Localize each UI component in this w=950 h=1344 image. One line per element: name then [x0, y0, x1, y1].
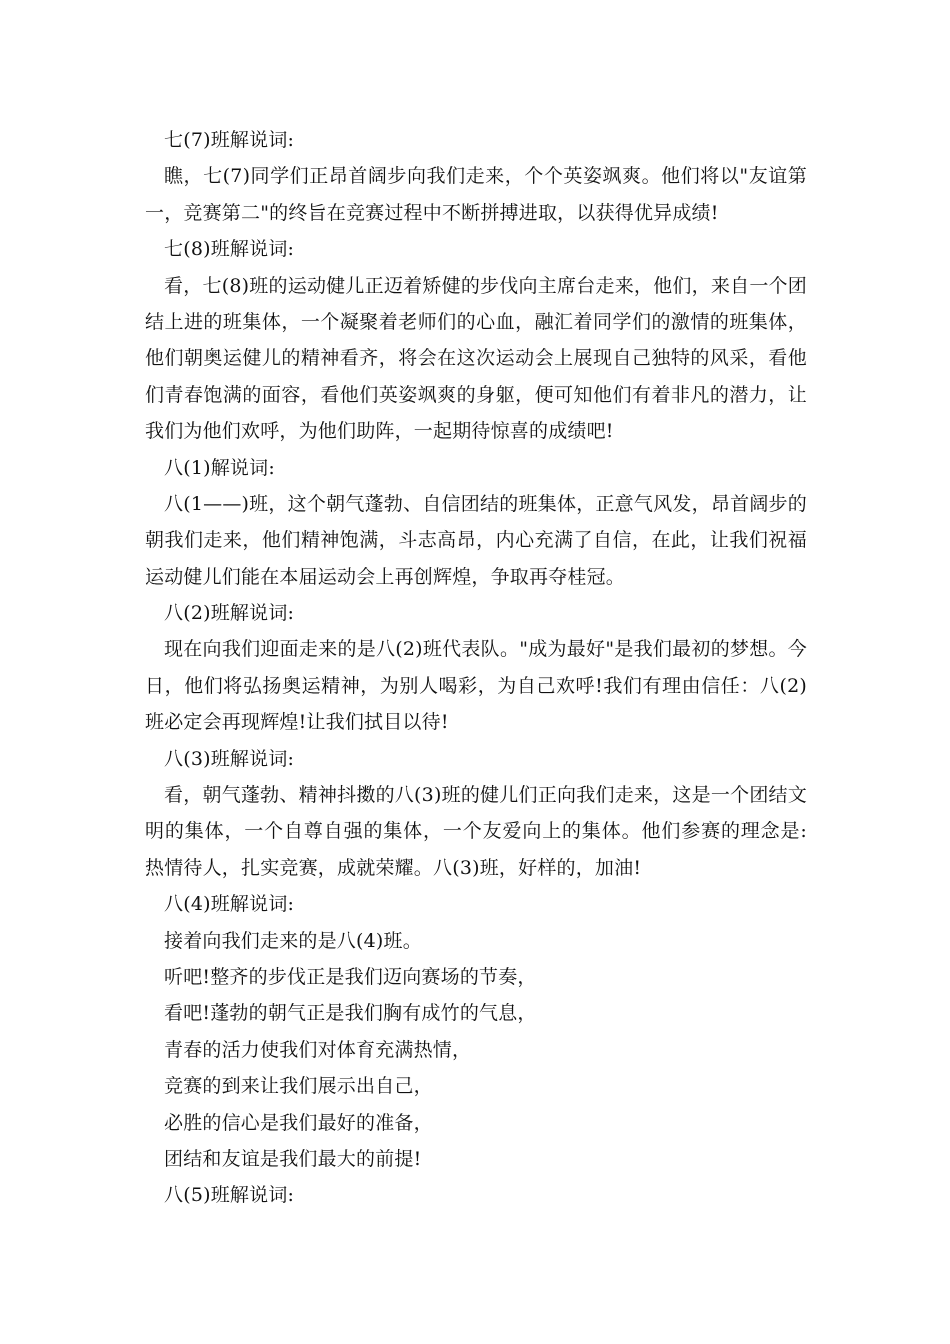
paragraph-line: 一，竞赛第二"的终旨在竞赛过程中不断拼搏进取，以获得优异成绩! — [145, 201, 719, 224]
section-heading: 八(5)班解说词: — [164, 1184, 295, 1207]
paragraph-line: 看，朝气蓬勃、精神抖擞的八(3)班的健儿们正向我们走来，这是一个团结文 — [164, 784, 807, 807]
poem-line: 竞赛的到来让我们展示出自己， — [164, 1075, 433, 1098]
paragraph-line: 明的集体，一个自尊自强的集体，一个友爱向上的集体。他们参赛的理念是: — [145, 820, 807, 843]
section-heading: 八(1)解说词: — [164, 456, 275, 479]
section-heading: 七(7)班解说词: — [164, 129, 295, 151]
section-heading: 七(8)班解说词: — [164, 238, 295, 261]
paragraph-line: 结上进的班集体，一个凝聚着老师们的心血，融汇着同学们的激情的班集体， — [145, 310, 807, 333]
paragraph-line: 朝我们走来，他们精神饱满，斗志高昂，内心充满了自信，在此，让我们祝福 — [145, 529, 807, 552]
poem-line: 看吧!蓬勃的朝气正是我们胸有成竹的气息， — [164, 1002, 537, 1025]
paragraph-line: 现在向我们迎面走来的是八(2)班代表队。"成为最好"是我们最初的梦想。今 — [164, 638, 807, 661]
poem-line: 青春的活力使我们对体育充满热情， — [164, 1038, 472, 1061]
section-heading: 八(4)班解说词: — [164, 893, 295, 916]
paragraph-line: 我们为他们欢呼，为他们助阵，一起期待惊喜的成绩吧! — [145, 420, 614, 443]
paragraph-line: 瞧，七(7)同学们正昂首阔步向我们走来，个个英姿飒爽。他们将以"友谊第 — [164, 165, 807, 188]
document-body — [145, 122, 807, 1214]
poem-line: 团结和友谊是我们最大的前提! — [164, 1147, 422, 1170]
paragraph-line: 看，七(8)班的运动健儿正迈着矫健的步伐向主席台走来，他们，来自一个团 — [164, 274, 807, 297]
section-heading: 八(2)班解说词: — [164, 602, 295, 625]
paragraph-line: 他们朝奥运健儿的精神看齐，将会在这次运动会上展现自己独特的风采，看他 — [145, 347, 807, 370]
paragraph-line: 们青春饱满的面容，看他们英姿飒爽的身躯，便可知他们有着非凡的潜力，让 — [145, 383, 807, 406]
section-heading: 八(3)班解说词: — [164, 747, 295, 770]
poem-line: 必胜的信心是我们最好的准备， — [164, 1111, 433, 1134]
poem-line: 听吧!整齐的步伐正是我们迈向赛场的节奏， — [164, 965, 537, 988]
paragraph-line: 热情待人，扎实竞赛，成就荣耀。八(3)班，好样的，加油! — [145, 856, 642, 879]
paragraph-line: 运动健儿们能在本届运动会上再创辉煌，争取再夺桂冠。 — [145, 565, 626, 588]
paragraph-line: 班必定会再现辉煌!让我们拭目以待! — [145, 711, 449, 734]
paragraph-line: 接着向我们走来的是八(4)班。 — [164, 929, 422, 952]
paragraph-line: 日，他们将弘扬奥运精神，为别人喝彩，为自己欢呼!我们有理由信任：八(2) — [145, 674, 807, 697]
paragraph-line: 八(1——)班，这个朝气蓬勃、自信团结的班集体，正意气风发，昂首阔步的 — [164, 492, 807, 515]
